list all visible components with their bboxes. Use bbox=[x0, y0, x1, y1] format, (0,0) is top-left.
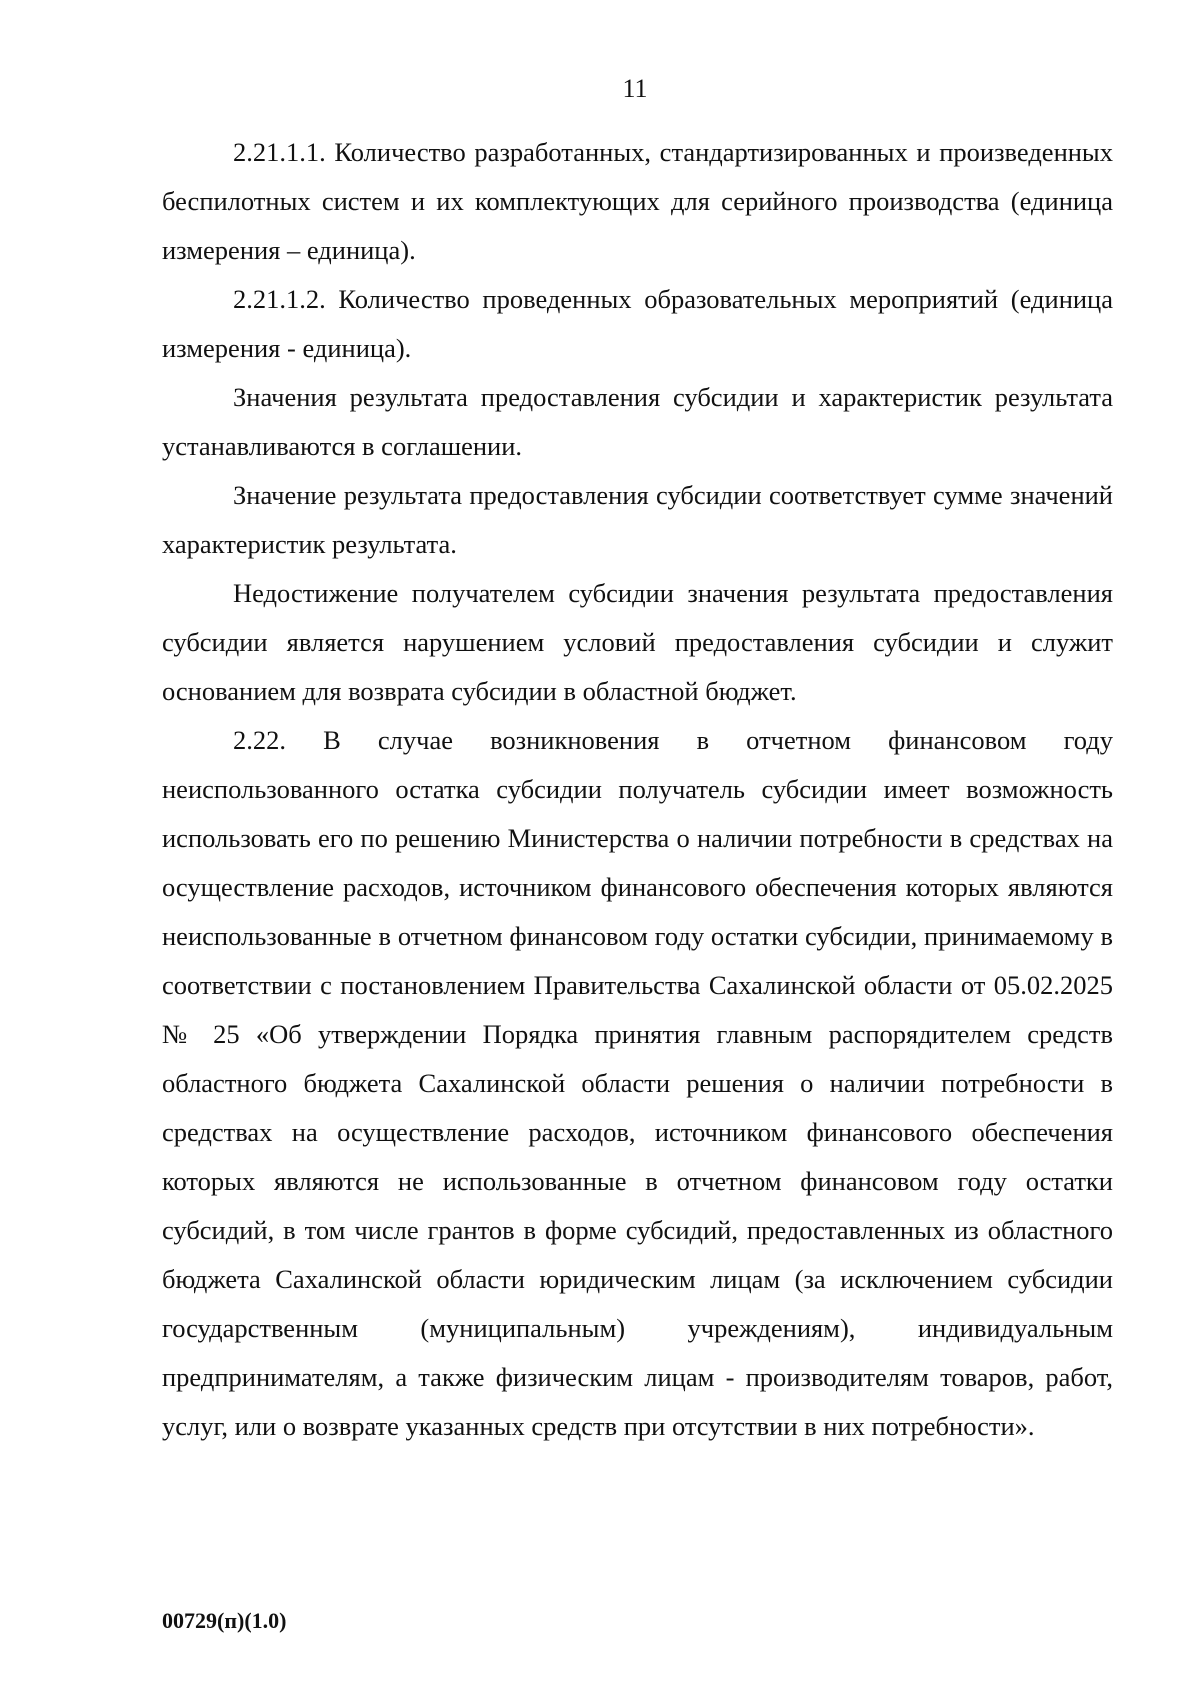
paragraph-result-values: Значения результата предоставления субсидии и характеристик результата устанавливаются в соглашении. bbox=[162, 382, 1113, 461]
paragraph-2-22: 2.22. В случае возникновения в отчетном финансовом году неиспользованного остатка субсидии получатель субсидии имеет возможность использовать его по решению Министерства о наличии потребности в средствах на осуществление расходов, источником финансового обеспечения которых являются неиспользованные в отчетном финансовом году остатки субсидии, принимаемому в соответствии с постановлением Правительства Сахалинской области от 05.02.2025 № 25 «Об утверждении Порядка принятия главным распорядителем средств областного бюджета Сахалинской области решения о наличии потребности в средствах на осуществление расходов, источником финансового обеспечения которых являются не использованные в отчетном финансовом году остатки субсидий, в том числе грантов в форме субсидий, предоставленных из областного бюджета Сахалинской области юридическим лицам (за исключением субсидии государственным (муниципальным) учреждениям), индивидуальным предпринимателям, а также физическим лицам - производителям товаров, работ, услуг, или о возврате указанных средств при отсутствии в них потребности». bbox=[162, 725, 1113, 1441]
document-code: 00729(п)(1.0) bbox=[162, 1608, 287, 1633]
page-number: 11 bbox=[622, 74, 648, 103]
document-body bbox=[162, 128, 1113, 1451]
paragraph-2-21-1-1: 2.21.1.1. Количество разработанных, стандартизированных и произведенных беспилотных систем и их комплектующих для серийного производства (единица измерения – единица). bbox=[162, 137, 1113, 265]
paragraph-non-achievement: Недостижение получателем субсидии значения результата предоставления субсидии является нарушением условий предоставления субсидии и служит основанием для возврата субсидии в областной бюджет. bbox=[162, 578, 1113, 706]
paragraph-2-21-1-2: 2.21.1.2. Количество проведенных образовательных мероприятий (единица измерения - единица). bbox=[162, 284, 1113, 363]
paragraph-result-sum: Значение результата предоставления субсидии соответствует сумме значений характеристик результата. bbox=[162, 480, 1113, 559]
